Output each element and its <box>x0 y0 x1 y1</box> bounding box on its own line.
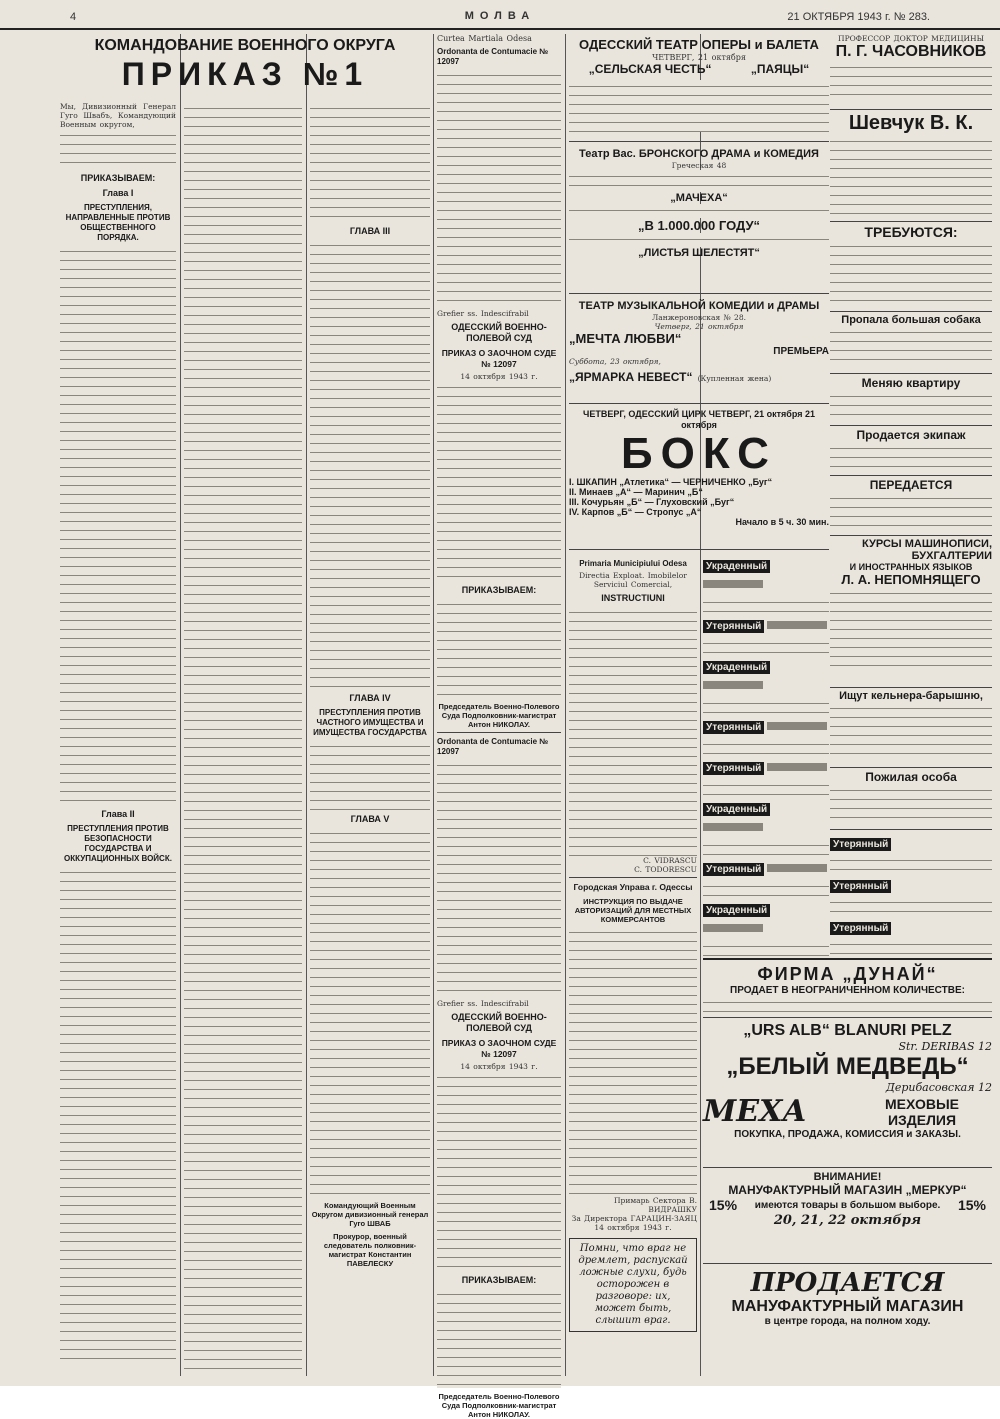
shevchuk-ad <box>830 112 992 222</box>
body-text <box>437 759 561 999</box>
merkur-ad <box>703 1168 992 1264</box>
lost-doc-tag: Украденный <box>703 803 770 816</box>
chapter-2-title: ПРЕСТУПЛЕНИЯ ПРОТИВ БЕЗОПАСНОСТИ ГОСУДАРСТВА И ОККУПАЦИОННЫХ ВОЙСК. <box>64 824 172 863</box>
dog-title: Пропала большая собака <box>841 314 981 326</box>
urs-address: Str. DERIBAS 12 <box>898 1040 992 1053</box>
lost-doc-tag: Утерянный <box>830 880 891 893</box>
lost-doc-tag: Украденный <box>703 904 770 917</box>
body-text <box>184 102 302 1372</box>
body-text <box>569 606 697 856</box>
order-headline <box>60 36 430 98</box>
uprava-date: 14 октября 1943 г. <box>594 1223 672 1232</box>
column-rule <box>565 34 566 1376</box>
uprava-signer-1: Примарь Сектора В. ВИДРАШКУ <box>614 1196 697 1214</box>
body-text <box>830 326 992 368</box>
chapter-1-title: ПРЕСТУПЛЕНИЯ, НАПРАВЛЕННЫЕ ПРОТИВ ОБЩЕСТВЕННОГО ПОРЯДКА. <box>65 203 171 242</box>
body-text <box>830 702 992 758</box>
court-heading-2: ОДЕССКИЙ ВОЕННО-ПОЛЕВОЙ СУД <box>451 1012 547 1033</box>
body-text <box>437 1288 561 1388</box>
bronsky-show-2: „В 1.000.000 ГОДУ“ <box>637 218 761 233</box>
body-text <box>830 784 992 822</box>
musical-premiere: ПРЕМЬЕРА <box>773 346 829 357</box>
kellner-title: Ищут кельнера-барышню, <box>839 690 983 702</box>
courses-title-2: И ИНОСТРАННЫХ ЯЗЫКОВ <box>849 562 973 572</box>
court-president-2: Председатель Военно-Полевого Суда Подполковник-магистрат Антон НИКОЛАУ. <box>438 1392 560 1419</box>
court-prikaz-2: ПРИКАЗ О ЗАОЧНОМ СУДЕ № 12097 <box>441 1038 557 1059</box>
dog-ad <box>830 314 992 374</box>
merkur-row <box>703 1197 992 1213</box>
body-text <box>60 129 176 169</box>
body-text <box>569 926 697 1196</box>
circus-bout-2: II. Минаев „А“ — Маринич „Б“ <box>569 487 703 497</box>
court-date: 14 октября 1943 г. <box>460 372 538 381</box>
prikazyvaem-label: ПРИКАЗЫВАЕМ: <box>80 173 156 183</box>
fur-ad <box>703 1018 992 1168</box>
body-text <box>830 587 992 671</box>
body-text <box>310 239 430 689</box>
masthead <box>0 8 1000 30</box>
primaria-subtitle: Directia Exploat. Imobilelor Serviciul Comercial, <box>579 571 687 589</box>
primaria-signer-1: C. VIDRASCU <box>643 856 697 865</box>
order-column-2 <box>184 102 302 1376</box>
body-text <box>437 598 561 698</box>
reminder-text: Помни, что враг не дремлет, распускай ложные слухи, будь осторожен в разговоре: их, может быть, слышит враг. <box>578 1243 688 1326</box>
court-grefier-2: Grefier ss. Indescifrabil <box>437 999 529 1008</box>
bronsky-show-1: „МАЧЕХА“ <box>670 192 728 204</box>
wanted-ad <box>830 224 992 312</box>
uprava-subtitle: ИНСТРУКЦИЯ ПО ВЫДАЧЕ АВТОРИЗАЦИЙ ДЛЯ МЕСТНЫХ КОММЕРСАНТОВ <box>574 897 692 924</box>
lost-doc-item <box>830 916 992 935</box>
musical-day: Четверг, 21 октября <box>654 322 744 331</box>
order-column-1 <box>60 102 176 1376</box>
furs-items: МЕХОВЫЕ ИЗДЕЛИЯ <box>884 1095 960 1128</box>
order-column-3 <box>310 102 430 1376</box>
issue-date: 21 ОКТЯБРЯ 1943 г. № 283. <box>787 11 930 23</box>
sale-note: в центре города, на полном ходу. <box>764 1316 931 1327</box>
professor-name: П. Г. ЧАСОВНИКОВ <box>835 43 987 60</box>
bronsky-address: Греческая 48 <box>671 161 727 170</box>
court-column <box>437 34 561 1419</box>
body-text <box>437 69 561 309</box>
column-rule <box>306 34 307 1376</box>
primaria-signer-2: C. TODORESCU <box>634 865 697 874</box>
bronsky-title: Театр Вас. БРОНСКОГО ДРАМА и КОМЕДИЯ <box>579 148 819 160</box>
courses-ad <box>830 538 992 688</box>
body-text <box>830 442 992 470</box>
chapter-1: Глава I <box>102 188 134 198</box>
chapter-5: ГЛАВА V <box>350 814 390 824</box>
chapter-2: Глава II <box>101 809 135 819</box>
transfer-ad <box>830 478 992 536</box>
column-rule <box>180 34 181 1376</box>
body-text <box>830 240 992 304</box>
body-text <box>60 245 176 805</box>
body-text <box>830 390 992 420</box>
bottom-wide-ads <box>703 958 992 1376</box>
dunai-ad <box>703 958 992 1018</box>
uprava-title: Городская Управа г. Одессы <box>573 882 693 892</box>
opera-date: ЧЕТВЕРГ, 21 октября <box>652 53 746 62</box>
carriage-ad <box>830 428 992 476</box>
elderly-title: Пожилая особа <box>865 770 957 784</box>
body-text <box>310 102 430 222</box>
musical-address: Ланжероновская № 28. <box>651 313 746 322</box>
urs-name: „URS ALB“ BLANURI PELZ <box>743 1022 952 1039</box>
lost-docs-right <box>830 832 992 952</box>
kellner-ad <box>830 690 992 768</box>
primaria-title: Primaria Municipiului Odesa <box>579 559 687 568</box>
column-rule <box>433 34 434 1376</box>
lost-doc-tag: Утерянный <box>703 762 764 775</box>
divider <box>437 732 561 733</box>
merkur-pct-left: 15% <box>709 1197 738 1213</box>
circus-title: БОКС <box>621 429 777 478</box>
court-ordonanta: Ordonanta de Contumacie № 12097 <box>437 47 549 66</box>
court-ordonanta-2: Ordonanta de Contumacie № 12097 <box>437 737 549 756</box>
shop-sale-ad <box>703 1264 992 1364</box>
professor-title: ПРОФЕССОР ДОКТОР МЕДИЦИНЫ <box>838 34 984 43</box>
court-prikazyvaem: ПРИКАЗЫВАЕМ: <box>461 585 537 595</box>
body-text <box>60 866 176 1366</box>
shevchuk-name: Шевчук В. К. <box>848 112 974 134</box>
opera-title: ОДЕССКИЙ ТЕАТР ОПЕРЫ и БАЛЕТА <box>579 37 819 52</box>
sale-title: ПРОДАЕТСЯ <box>750 1268 945 1298</box>
flat-title: Меняю квартиру <box>861 376 961 390</box>
musical-day-2: Суббота, 23 октября, <box>569 357 661 366</box>
carriage-title: Продается экипаж <box>856 428 966 442</box>
circus-note: Начало в 5 ч. 30 мин. <box>735 517 829 527</box>
lost-doc-tag: Утерянный <box>830 838 891 851</box>
bear-address: Дерибасовская 12 <box>885 1081 992 1094</box>
court-curtea: Curtea Martiala Odesa <box>437 34 532 43</box>
newspaper-title: МОЛВА <box>464 10 536 22</box>
furs-services: ПОКУПКА, ПРОДАЖА, КОМИССИЯ и ЗАКАЗЫ. <box>734 1129 961 1140</box>
courses-title: КУРСЫ МАШИНОПИСИ, БУХГАЛТЕРИИ <box>862 538 992 562</box>
merkur-attention: ВНИМАНИЕ! <box>813 1171 882 1183</box>
court-date-2: 14 октября 1943 г. <box>460 1062 538 1071</box>
bronsky-show-3: „ЛИСТЬЯ ШЕЛЕСТЯТ“ <box>638 247 760 259</box>
court-president: Председатель Военно-Полевого Суда Подполковник-магистрат Антон НИКОЛАУ. <box>438 702 560 729</box>
body-text <box>830 938 992 958</box>
body-text <box>830 854 992 874</box>
body-text <box>437 1071 561 1271</box>
professor-ad <box>830 34 992 110</box>
sale-subject: МАНУФАКТУРНЫЙ МАГАЗИН <box>731 1298 964 1315</box>
circus-bout-3: III. Кочурьян „Б“ — Глуховский „Буг“ <box>569 497 735 507</box>
order-title: ПРИКАЗ №1 <box>121 56 369 92</box>
primaria-notice <box>569 554 697 1376</box>
primaria-instr: INSTRUCTIUNI <box>601 593 665 603</box>
page-number: 4 <box>70 11 77 23</box>
court-grefier: Grefier ss. Indescifrabil <box>437 309 529 318</box>
bear-name: „БЕЛЫЙ МЕДВЕДЬ“ <box>726 1053 969 1080</box>
opera-show-1: „СЕЛЬСКАЯ ЧЕСТЬ“ <box>588 62 712 76</box>
body-text <box>310 827 430 1197</box>
lost-doc-item <box>830 832 992 851</box>
lost-doc-tag: Утерянный <box>703 721 764 734</box>
lost-doc-item <box>830 874 992 893</box>
transfer-title: ПЕРЕДАЕТСЯ <box>869 478 953 492</box>
courses-teacher: Л. А. НЕПОМНЯЩЕГО <box>841 572 981 587</box>
merkur-dates: 20, 21, 22 октября <box>773 1213 922 1228</box>
court-prikaz: ПРИКАЗ О ЗАОЧНОМ СУДЕ № 12097 <box>441 348 557 369</box>
lost-doc-tag: Утерянный <box>703 863 764 876</box>
order-heading: КОМАНДОВАНИЕ ВОЕННОГО ОКРУГА <box>94 37 396 54</box>
circus-header: ЧЕТВЕРГ, ОДЕССКИЙ ЦИРК ЧЕТВЕРГ, 21 октября 21 октября <box>583 409 815 430</box>
musical-show-1: „МЕЧТА ЛЮБВИ“ <box>569 331 682 346</box>
lost-doc-tag: Украденный <box>703 661 770 674</box>
divider <box>569 877 697 878</box>
opera-show-2: „ПАЯЦЫ“ <box>750 62 810 76</box>
merkur-title: МАНУФАКТУРНЫЙ МАГАЗИН „МЕРКУР“ <box>728 1183 967 1197</box>
merkur-sub: имеются товары в большом выборе. <box>754 1199 941 1211</box>
musical-show-2-note: (Купленная жена) <box>697 374 772 383</box>
chapter-4: ГЛАВА IV <box>349 693 391 703</box>
body-text <box>310 740 430 810</box>
body-text <box>830 61 992 97</box>
order-prosecutor: Прокурор, военный следователь полковник-магистрат Константин ПАВЕЛЕСКУ <box>323 1232 417 1268</box>
furs-row <box>703 1094 992 1129</box>
circus-bout-4: IV. Карпов „Б“ — Стропус „А“ <box>569 507 702 517</box>
musical-show-2: „ЯРМАРКА НЕВЕСТ“ <box>569 370 693 384</box>
body-text <box>830 135 992 215</box>
court-prikazyvaem-2: ПРИКАЗЫВАЕМ: <box>461 1275 537 1285</box>
elderly-ad <box>830 770 992 830</box>
body-text <box>830 492 992 530</box>
lost-doc-tag: Украденный <box>703 560 770 573</box>
order-lead: Мы, Дивизионный Генерал Гуго Швабъ, Командующий Военным округом, <box>60 102 176 129</box>
order-signature: Командующий Военным Округом дивизионный генерал Гуго ШВАБ <box>311 1201 429 1228</box>
lost-doc-tag: Утерянный <box>703 620 764 633</box>
flat-ad <box>830 376 992 426</box>
chapter-3: ГЛАВА III <box>349 226 391 236</box>
dunai-sub: ПРОДАЕТ В НЕОГРАНИЧЕННОМ КОЛИЧЕСТВЕ: <box>730 985 965 996</box>
uprava-signer-2: За Директора ГАРАЦИН-ЗАЯЦ <box>571 1214 697 1223</box>
body-text <box>703 996 992 1012</box>
court-heading: ОДЕССКИЙ ВОЕННО-ПОЛЕВОЙ СУД <box>451 322 547 343</box>
chapter-4-title: ПРЕСТУПЛЕНИЯ ПРОТИВ ЧАСТНОГО ИМУЩЕСТВА И ИМУЩЕСТВА ГОСУДАРСТВА <box>313 708 427 737</box>
body-text <box>830 896 992 916</box>
dunai-title: ФИРМА „ДУНАЙ“ <box>757 964 938 984</box>
wanted-title: ТРЕБУЮТСЯ: <box>864 224 958 240</box>
reminder-box <box>569 1238 697 1332</box>
body-text <box>437 381 561 581</box>
furs-big: МЕХА <box>703 1094 807 1129</box>
musical-title: ТЕАТР МУЗЫКАЛЬНОЙ КОМЕДИИ и ДРАМЫ <box>578 300 820 312</box>
circus-bout-1: I. ШКАПИН „Атлетика“ — ЧЕРНИЧЕНКО „Буг“ <box>569 477 773 487</box>
lost-doc-tag: Утерянный <box>830 922 891 935</box>
merkur-pct-right: 15% <box>957 1197 986 1213</box>
